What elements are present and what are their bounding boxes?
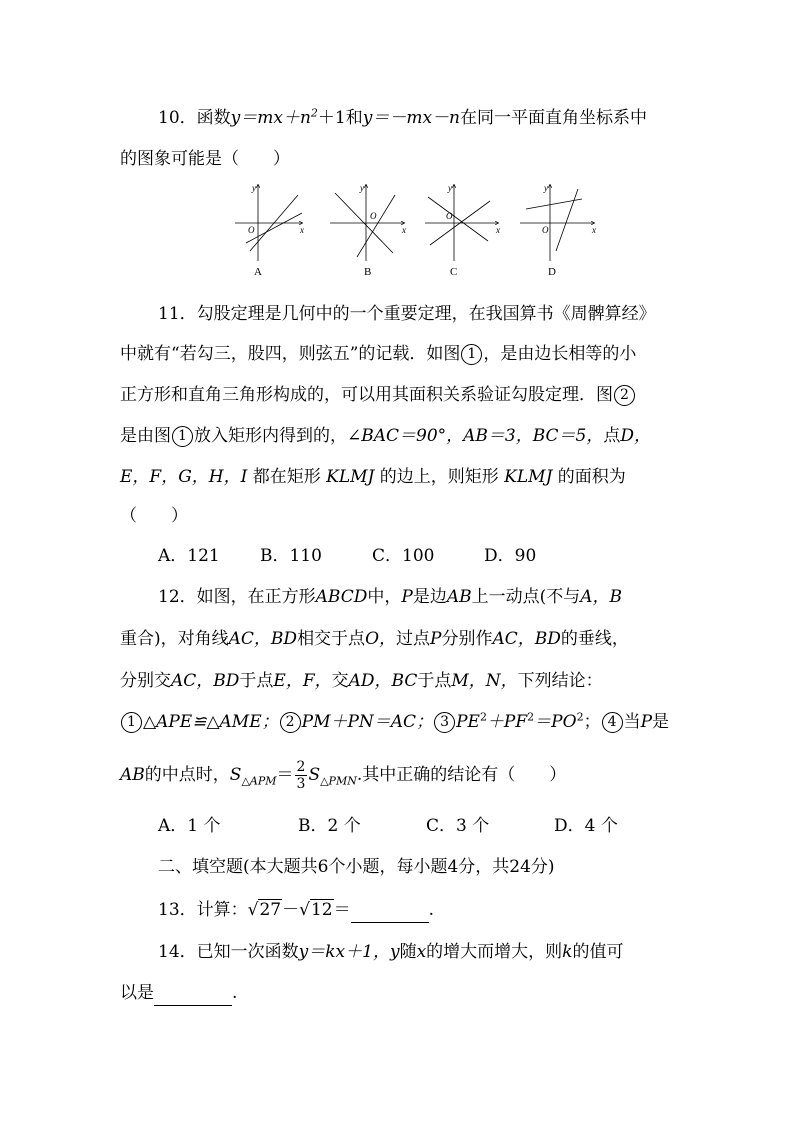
q12-option-c: C．3 个 xyxy=(426,816,490,836)
q10-graphs-svg xyxy=(230,183,600,283)
q11-line-5: E，F，G，H，I 都在矩形 KLMJ 的边上，则矩形 KLMJ 的面积为 xyxy=(120,467,626,487)
svg-text:C: C xyxy=(450,266,458,278)
q12-line-3: 分别交AC，BD于点E，F，交AD，BC于点M，N，下列结论： xyxy=(120,671,603,691)
q11-option-a: A．121 xyxy=(158,546,220,566)
svg-text:x: x xyxy=(496,225,500,235)
svg-text:O: O xyxy=(370,211,377,221)
svg-text:y: y xyxy=(360,183,364,193)
q12-line-2: 重合)，对角线AC，BD相交于点O，过点P分别作AC，BD的垂线， xyxy=(120,629,629,649)
q10-line-2: 的图象可能是（ ） xyxy=(120,149,290,169)
svg-text:x: x xyxy=(300,225,304,235)
q12-option-d: D．4 个 xyxy=(554,816,618,836)
q12-line-5: AB的中点时，$S_{\triangle APM}=$ $\frac{2}{3}$ $S_{\triangle PMN}$.其中正确的结论有（ ） xyxy=(120,759,567,792)
svg-text:A: A xyxy=(254,266,262,278)
svg-text:x: x xyxy=(592,225,596,235)
q11-line-1: 11．勾股定理是几何中的一个重要定理，在我国算书《周髀算经》 xyxy=(158,304,656,324)
q14-line-1: 14．已知一次函数y＝kx＋1，y随x的增大而增大，则k的值可 xyxy=(158,942,624,962)
q11-line-6: （ ） xyxy=(120,506,188,526)
graph-b xyxy=(330,183,406,278)
svg-text:O: O xyxy=(248,225,255,235)
q11-option-d: D．90 xyxy=(484,546,537,566)
graph-a xyxy=(235,183,304,278)
q11-line-2: 中就有“若勾三，股四，则弦五”的记载．如图 1 ，是由边长相等的小 xyxy=(120,344,637,364)
svg-text:y: y xyxy=(252,183,256,193)
q12-line-4: 1 △APE≌△AME； 2 PM＋PN＝AC； 3 $PE^2+PF^2=PO^2$； 4 当P是 xyxy=(120,710,669,734)
graph-d xyxy=(520,183,596,278)
q10-graph-options xyxy=(230,183,600,283)
q11-option-c: C．100 xyxy=(372,546,435,566)
svg-text:O: O xyxy=(542,225,549,235)
q11-option-b: B．110 xyxy=(260,546,322,566)
svg-text:B: B xyxy=(364,266,372,278)
fraction-two-thirds: $\frac{2}{3}$ xyxy=(296,759,306,792)
svg-text:y: y xyxy=(544,183,548,193)
q12-line-1: 12．如图，在正方形ABCD中，P是边AB上一动点(不与A，B xyxy=(158,587,623,607)
q10-line-1: 10．函数$y=mx+n^2+1$和y＝－mx－n在同一平面直角坐标系中 xyxy=(158,106,647,128)
q12-option-a: A．1 个 xyxy=(158,816,221,836)
q13-line: 13．计算：√27－√12＝ . xyxy=(158,898,434,923)
svg-text:O: O xyxy=(446,211,453,221)
svg-text:x: x xyxy=(402,225,406,235)
svg-text:y: y xyxy=(448,183,452,193)
graph-c xyxy=(425,183,500,278)
q11-line-3: 正方形和直角三角形构成的，可以用其面积关系验证勾股定理．图 2 xyxy=(120,383,636,407)
q12-option-b: B．2 个 xyxy=(298,816,361,836)
section-title: 二、填空题(本大题共6个小题，每小题4分，共24分) xyxy=(158,857,555,877)
answer-blank-13[interactable] xyxy=(351,898,429,923)
svg-text:D: D xyxy=(548,266,556,278)
q14-line-2: 以是 . xyxy=(120,981,237,1006)
answer-blank-14[interactable] xyxy=(154,981,232,1006)
q11-line-4: 是由图 1 放入矩形内得到的，∠BAC＝90°，AB＝3，BC＝5，点D， xyxy=(120,426,652,446)
